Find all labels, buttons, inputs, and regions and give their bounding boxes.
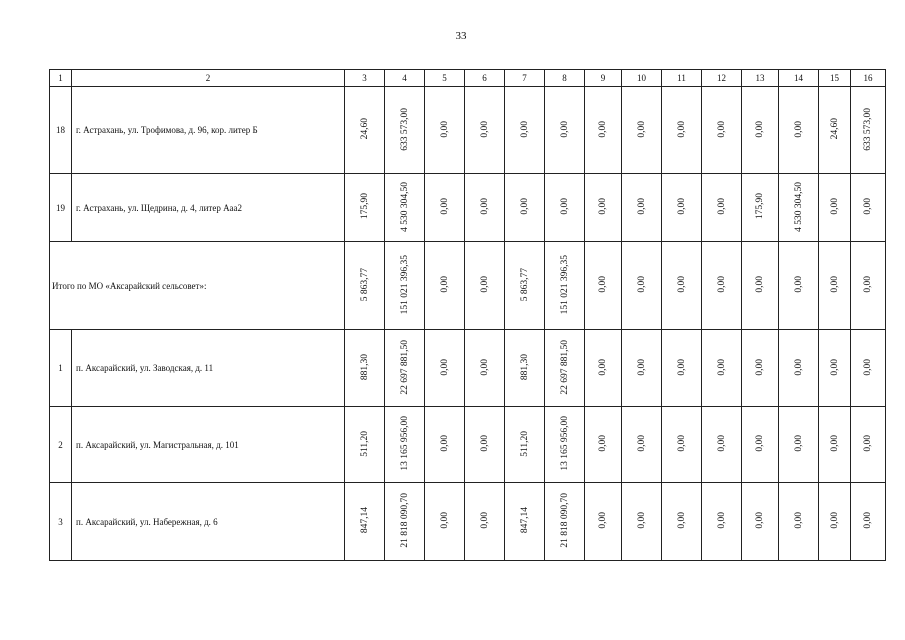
value-cell: 0,00 — [425, 330, 465, 407]
value-cell: 0,00 — [702, 407, 742, 483]
row-address: г. Астрахань, ул. Трофимова, д. 96, кор. литер Б — [72, 87, 345, 174]
register-table — [49, 69, 886, 561]
value-cell: 847,14 — [345, 483, 385, 561]
value-cell: 0,00 — [851, 407, 886, 483]
column-header: 9 — [585, 70, 622, 87]
value-cell: 175,90 — [742, 174, 779, 242]
value-cell: 0,00 — [819, 174, 851, 242]
value-cell: 5 863,77 — [345, 242, 385, 330]
value-cell: 0,00 — [585, 87, 622, 174]
value-cell: 0,00 — [742, 330, 779, 407]
value-cell: 22 697 881,50 — [385, 330, 425, 407]
row-address: г. Астрахань, ул. Щедрина, д. 4, литер Ааа2 — [72, 174, 345, 242]
value-cell: 0,00 — [742, 87, 779, 174]
table-row — [50, 330, 886, 407]
value-cell: 0,00 — [819, 407, 851, 483]
value-cell: 881,30 — [345, 330, 385, 407]
column-header: 14 — [779, 70, 819, 87]
value-cell: 0,00 — [545, 174, 585, 242]
value-cell: 0,00 — [622, 407, 662, 483]
table-row — [50, 174, 886, 242]
value-cell: 0,00 — [425, 407, 465, 483]
row-address: п. Аксарайский, ул. Магистральная, д. 101 — [72, 407, 345, 483]
row-number: 3 — [50, 483, 72, 561]
column-header: 12 — [702, 70, 742, 87]
value-cell: 0,00 — [465, 242, 505, 330]
value-cell: 881,30 — [505, 330, 545, 407]
row-number: 1 — [50, 330, 72, 407]
column-header: 8 — [545, 70, 585, 87]
value-cell: 0,00 — [622, 330, 662, 407]
value-cell: 0,00 — [851, 174, 886, 242]
value-cell: 0,00 — [702, 174, 742, 242]
value-cell: 0,00 — [779, 242, 819, 330]
value-cell: 0,00 — [742, 242, 779, 330]
value-cell: 4 530 304,50 — [779, 174, 819, 242]
column-header: 5 — [425, 70, 465, 87]
column-header: 16 — [851, 70, 886, 87]
table-row — [50, 483, 886, 561]
value-cell: 0,00 — [425, 87, 465, 174]
value-cell: 151 021 396,35 — [545, 242, 585, 330]
value-cell: 0,00 — [662, 174, 702, 242]
value-cell: 0,00 — [702, 483, 742, 561]
value-cell: 0,00 — [662, 242, 702, 330]
value-cell: 0,00 — [702, 242, 742, 330]
value-cell: 633 573,00 — [385, 87, 425, 174]
total-label: Итого по МО «Аксарайский сельсовет»: — [50, 242, 345, 330]
value-cell: 0,00 — [819, 242, 851, 330]
value-cell: 0,00 — [545, 87, 585, 174]
value-cell: 0,00 — [662, 483, 702, 561]
column-header: 2 — [72, 70, 345, 87]
value-cell: 0,00 — [819, 330, 851, 407]
row-number: 19 — [50, 174, 72, 242]
value-cell: 0,00 — [662, 87, 702, 174]
column-header: 3 — [345, 70, 385, 87]
value-cell: 0,00 — [505, 87, 545, 174]
value-cell: 847,14 — [505, 483, 545, 561]
value-cell: 0,00 — [622, 174, 662, 242]
table-row — [50, 87, 886, 174]
value-cell: 0,00 — [819, 483, 851, 561]
row-address: п. Аксарайский, ул. Набережная, д. 6 — [72, 483, 345, 561]
value-cell: 0,00 — [742, 483, 779, 561]
value-cell: 0,00 — [425, 242, 465, 330]
column-header: 6 — [465, 70, 505, 87]
column-header: 10 — [622, 70, 662, 87]
row-address: п. Аксарайский, ул. Заводская, д. 11 — [72, 330, 345, 407]
value-cell: 0,00 — [585, 483, 622, 561]
value-cell: 24,60 — [819, 87, 851, 174]
value-cell: 0,00 — [465, 483, 505, 561]
value-cell: 0,00 — [851, 330, 886, 407]
value-cell: 633 573,00 — [851, 87, 886, 174]
value-cell: 0,00 — [622, 483, 662, 561]
column-header: 13 — [742, 70, 779, 87]
value-cell: 0,00 — [779, 407, 819, 483]
value-cell: 0,00 — [779, 483, 819, 561]
value-cell: 511,20 — [505, 407, 545, 483]
value-cell: 0,00 — [622, 87, 662, 174]
column-header: 15 — [819, 70, 851, 87]
column-header: 1 — [50, 70, 72, 87]
row-number: 18 — [50, 87, 72, 174]
value-cell: 0,00 — [662, 407, 702, 483]
value-cell: 13 165 956,00 — [385, 407, 425, 483]
value-cell: 0,00 — [505, 174, 545, 242]
value-cell: 24,60 — [345, 87, 385, 174]
value-cell: 4 530 304,50 — [385, 174, 425, 242]
value-cell: 0,00 — [662, 330, 702, 407]
value-cell: 0,00 — [585, 242, 622, 330]
column-header: 7 — [505, 70, 545, 87]
value-cell: 0,00 — [779, 330, 819, 407]
value-cell: 151 021 396,35 — [385, 242, 425, 330]
value-cell: 0,00 — [465, 407, 505, 483]
value-cell: 0,00 — [779, 87, 819, 174]
row-number: 2 — [50, 407, 72, 483]
table-row — [50, 407, 886, 483]
value-cell: 5 863,77 — [505, 242, 545, 330]
total-row — [50, 242, 886, 330]
value-cell: 0,00 — [585, 174, 622, 242]
value-cell: 0,00 — [465, 87, 505, 174]
value-cell: 0,00 — [702, 87, 742, 174]
value-cell: 0,00 — [465, 174, 505, 242]
value-cell: 0,00 — [851, 483, 886, 561]
value-cell: 22 697 881,50 — [545, 330, 585, 407]
value-cell: 0,00 — [742, 407, 779, 483]
page-number: 33 — [455, 30, 467, 42]
column-header: 4 — [385, 70, 425, 87]
value-cell: 0,00 — [425, 174, 465, 242]
value-cell: 175,90 — [345, 174, 385, 242]
column-header: 11 — [662, 70, 702, 87]
value-cell: 21 818 090,70 — [545, 483, 585, 561]
value-cell: 0,00 — [851, 242, 886, 330]
value-cell: 0,00 — [702, 330, 742, 407]
value-cell: 0,00 — [465, 330, 505, 407]
value-cell: 0,00 — [585, 330, 622, 407]
value-cell: 21 818 090,70 — [385, 483, 425, 561]
value-cell: 0,00 — [585, 407, 622, 483]
header-row — [50, 70, 886, 87]
value-cell: 0,00 — [425, 483, 465, 561]
value-cell: 0,00 — [622, 242, 662, 330]
value-cell: 511,20 — [345, 407, 385, 483]
value-cell: 13 165 956,00 — [545, 407, 585, 483]
